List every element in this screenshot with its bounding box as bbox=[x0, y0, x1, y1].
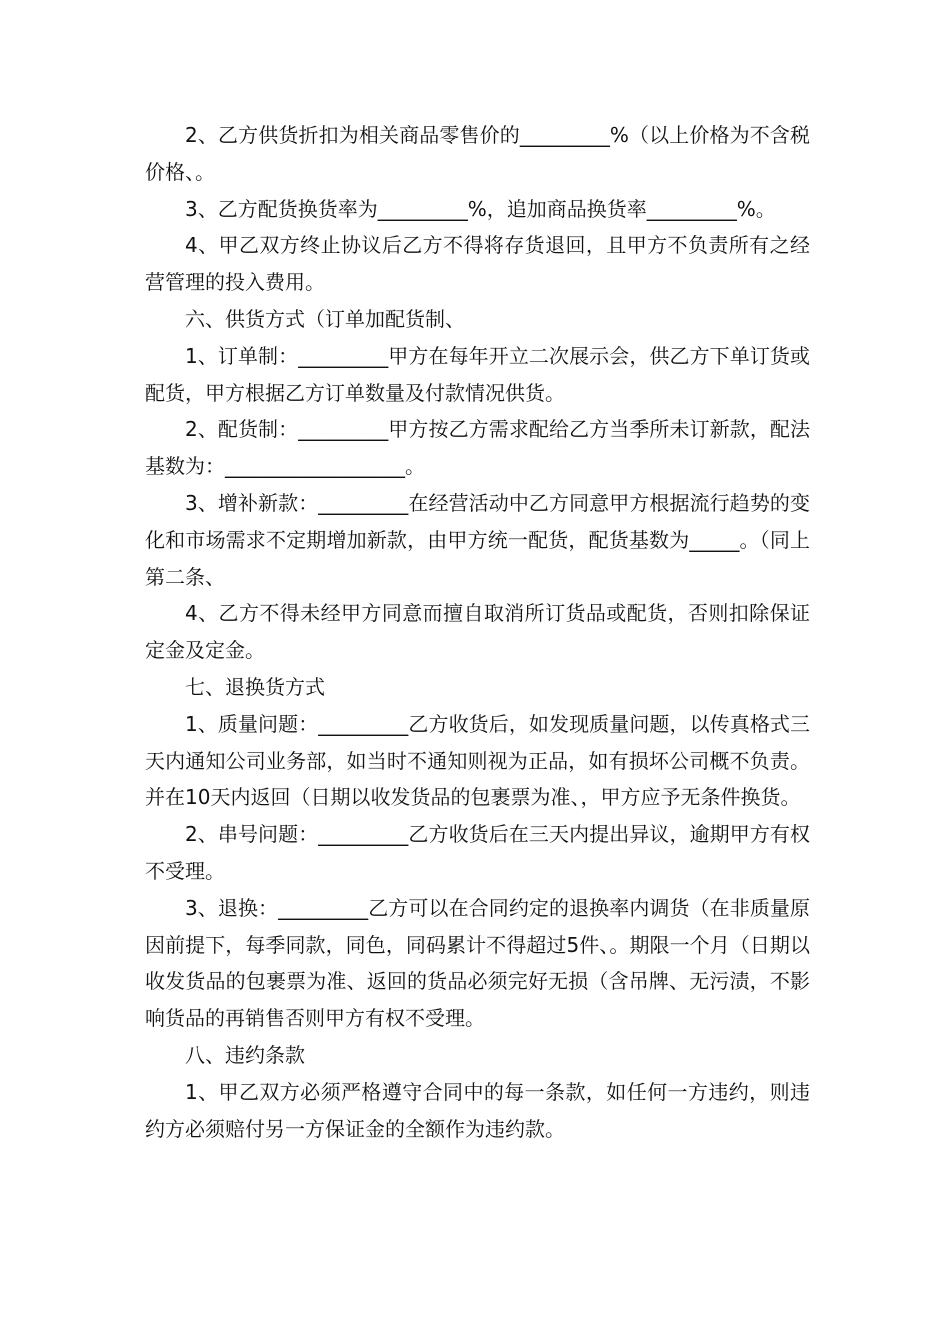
clause-new-styles: 3、增补新款：_________在经营活动中乙方同意甲方根据流行趋势的变化和市场需求不定期增加新款，由甲方统一配货，配货基数为_____。（同上第二条、 bbox=[145, 490, 810, 589]
clause-discount-rate: 2、乙方供货折扣为相关商品零售价的_________%（以上价格为不含税价格、。 bbox=[145, 123, 810, 184]
clause-exchange: 3、退换：_________乙方可以在合同约定的退换率内调货（在非质量原因前提下，每季同款，同色，同码累计不得超过5件、。期限一个月（日期以收发货品的包裹票为准、返回的货品必须完好无损（含吊牌、无污渍，不影响货品的再销售否则甲方有权不受理。 bbox=[145, 895, 810, 1031]
section-heading-supply-method: 六、供货方式（订单加配货制、 bbox=[185, 306, 465, 331]
section-heading-returns: 七、退换货方式 bbox=[185, 674, 325, 699]
clause-quality-issues: 1、质量问题：_________乙方收货后，如发现质量问题，以传真格式三天内通知公司业务部，如当时不通知则视为正品，如有损坏公司概不负责。并在10天内返回（日期以收发货品的包裹票为准、，甲方应予无条件换货。 bbox=[145, 711, 810, 810]
clause-no-return-after-termination: 4、甲乙双方终止协议后乙方不得将存货退回，且甲方不负责所有之经营管理的投入费用。 bbox=[145, 233, 810, 295]
clause-exchange-rate: 3、乙方配货换货率为_________%，追加商品换货率_________%。 bbox=[185, 196, 776, 221]
section-heading-breach: 八、违约条款 bbox=[185, 1042, 305, 1067]
clause-distribution-system: 2、配货制：_________甲方按乙方需求配给乙方当季所未订新款，配法基数为：__________________。 bbox=[145, 417, 810, 479]
document-page bbox=[145, 117, 810, 1147]
clause-serial-number-issues: 2、串号问题：_________乙方收货后在三天内提出异议，逾期甲方有权不受理。 bbox=[145, 822, 810, 883]
clause-no-cancellation: 4、乙方不得未经甲方同意而擅自取消所订货品或配货，否则扣除保证定金及定金。 bbox=[145, 601, 810, 663]
clause-breach-penalty: 1、甲乙双方必须严格遵守合同中的每一条款，如任何一方违约，则违约方必须赔付另一方保证金的全额作为违约款。 bbox=[145, 1079, 810, 1141]
clause-order-system: 1、订单制：_________甲方在每年开立二次展示会，供乙方下单订货或配货，甲方根据乙方订单数量及付款情况供货。 bbox=[145, 343, 810, 405]
